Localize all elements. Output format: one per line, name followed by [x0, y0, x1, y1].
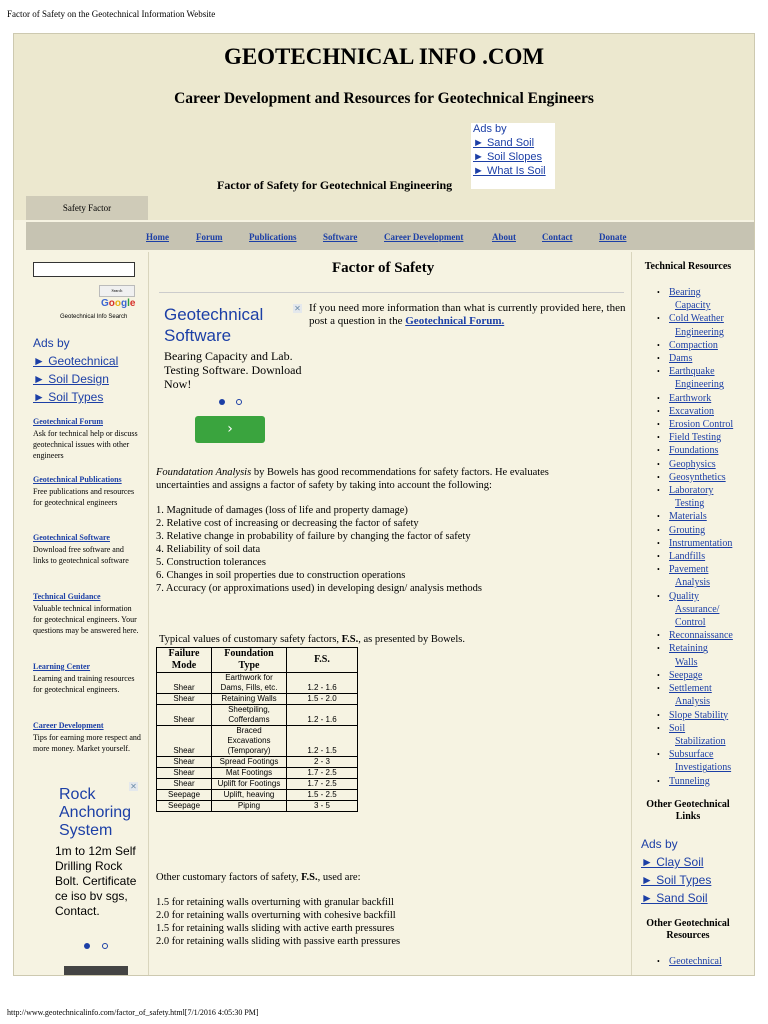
page-subtitle: Factor of Safety for Geotechnical Engineering — [217, 178, 453, 192]
list-item — [641, 524, 733, 537]
nav-software[interactable]: Software — [323, 232, 358, 242]
list-item — [641, 537, 733, 550]
resource-link-geotechnical[interactable]: Geotechnical — [669, 956, 722, 967]
resource-link-excavation[interactable]: • Excavation — [669, 405, 714, 417]
site-tagline: Career Development and Resources for Geotechnical Engineers — [174, 90, 594, 107]
list-item — [641, 458, 733, 471]
table-header-row — [157, 648, 358, 673]
resource-link-slope-stability[interactable]: • Slope Stability — [669, 709, 729, 721]
intro-book-title: Foundatation Analysis — [156, 467, 252, 478]
list-item — [641, 471, 733, 484]
sidebar-desc-publications: Free publications and resources for geotechnical engineers — [33, 487, 135, 507]
resource-link-retaining-walls[interactable]: • Retaining Walls — [669, 643, 708, 668]
list-item: 3. Relative change in probability of failure by changing the factor of safety — [156, 531, 471, 542]
close-icon[interactable]: ✕ — [294, 304, 301, 313]
header-fs: F.S. — [287, 648, 358, 673]
document-title: Factor of Safety on the Geotechnical Information Website — [7, 9, 216, 19]
sidebar-desc-software: Download free software and links to geotechnical software — [33, 545, 129, 565]
list-item — [641, 682, 733, 708]
resource-link-seepage[interactable]: • Seepage — [669, 669, 703, 681]
list-item — [641, 642, 733, 668]
page-container — [13, 33, 755, 976]
table-row: Seepage Piping 3 - 5 — [157, 801, 358, 812]
google-logo: Google — [101, 298, 136, 309]
list-item — [641, 775, 733, 788]
other-factors-list — [156, 896, 400, 948]
header-foundation-type: Foundation Type — [212, 648, 287, 673]
tab-safety-factor[interactable]: Safety Factor — [26, 196, 148, 220]
sidebar-link-learning-center[interactable]: Learning Center — [33, 662, 91, 671]
list-item — [641, 709, 733, 722]
resource-link-field-testing[interactable]: • Field Testing — [669, 432, 722, 444]
list-item — [641, 339, 733, 352]
title-divider — [159, 292, 624, 293]
factor-list — [156, 504, 482, 595]
table-row: Shear Uplift for Footings 1.7 - 2.5 — [157, 779, 358, 790]
resource-link-materials[interactable]: • Materials — [669, 511, 707, 523]
resource-link-erosion-control[interactable]: • Erosion Control — [669, 419, 734, 431]
resource-link-earthquake-engineering[interactable]: • Earthquake Engineering — [669, 366, 724, 391]
list-item — [641, 955, 722, 968]
ad-link-sand-soil[interactable]: ► Sand Soil — [473, 137, 535, 149]
list-item — [641, 418, 733, 431]
ad-button[interactable] — [64, 966, 128, 976]
right-ad-sand-soil[interactable]: ► Sand Soil — [641, 891, 708, 905]
list-item: 2. Relative cost of increasing or decreasing the factor of safety — [156, 518, 419, 529]
list-item — [641, 484, 733, 510]
table-row: Seepage Uplift, heaving 1.5 - 2.5 — [157, 790, 358, 801]
list-item — [641, 550, 733, 563]
right-ad-clay-soil[interactable]: ► Clay Soil — [641, 855, 704, 869]
right-ad-soil-types[interactable]: ► Soil Types — [641, 873, 712, 887]
list-item: 6. Changes in soil properties due to construction operations — [156, 570, 406, 581]
carousel-dot-active[interactable] — [84, 943, 90, 949]
resource-link-geosynthetics[interactable]: • Geosynthetics — [669, 471, 726, 483]
other-links-title: Other Geotechnical Links — [646, 799, 730, 822]
technical-resources-title: Technical Resources — [644, 261, 732, 272]
nav-contact[interactable]: Contact — [542, 232, 573, 242]
list-item — [641, 352, 733, 365]
list-item: 7. Accuracy (or approximations used) in developing design/ analysis methods — [156, 583, 483, 594]
header-ads-box — [471, 123, 555, 189]
sidebar-link-geotechnical-software[interactable]: Geotechnical Software — [33, 533, 110, 542]
software-ad-text: Bearing Capacity and Lab. Testing Software. Download Now! — [164, 349, 302, 391]
carousel-dot[interactable] — [236, 399, 242, 405]
close-icon[interactable]: ✕ — [130, 782, 137, 791]
forum-info-text: If you need more information than what is currently provided here, then post a question in the Geotechnical Forum. — [309, 302, 626, 327]
rock-ad-text: 1m to 12m Self Drilling Rock Bolt. Certificate ce iso bv sgs, Contact. — [55, 844, 137, 918]
list-item — [641, 748, 733, 774]
resource-link-soil-stabilization[interactable]: • Soil Stabilization — [669, 722, 726, 747]
header-failure-mode: Failure Mode — [157, 648, 212, 673]
other-factors-intro: Other customary factors of safety, F.S., used are: — [156, 872, 361, 883]
sidebar-link-geotechnical-publications[interactable]: Geotechnical Publications — [33, 475, 122, 484]
intro-paragraph: Foundatation Analysis by Bowels has good recommendations for safety factors. He evaluates uncertainties and assigns a factor of safety by taking into account the following: — [156, 467, 549, 491]
nav-bar — [26, 222, 754, 250]
other-resources-title: Other Geotechnical Resources — [646, 918, 730, 941]
nav-publications[interactable]: Publications — [249, 232, 297, 242]
list-item — [641, 444, 733, 457]
sidebar-desc-learning: Learning and training resources for geotechnical engineers. — [33, 674, 135, 694]
resource-link-landfills[interactable]: • Landfills — [669, 551, 706, 563]
table-row: Shear Earthwork for Dams, Fills, etc. 1.2 - 1.6 — [157, 673, 358, 694]
nav-donate[interactable]: Donate — [599, 232, 627, 242]
left-ad-soil-design[interactable]: ► Soil Design — [33, 372, 109, 386]
list-item: 5. Construction tolerances — [156, 557, 266, 568]
left-ads-label: Ads by — [33, 336, 70, 350]
sidebar-desc-forum: Ask for technical help or discuss geotechnical issues with other engineers — [33, 429, 138, 460]
resource-link-settlement-analysis[interactable]: • Settlement Analysis — [669, 683, 712, 708]
list-item — [641, 286, 733, 312]
right-column-divider — [631, 252, 632, 976]
resource-link-instrumentation[interactable]: • Instrumentation — [669, 537, 733, 549]
technical-resources-list — [641, 286, 733, 788]
search-input[interactable] — [33, 262, 135, 277]
list-item — [641, 405, 733, 418]
rock-ad-title[interactable]: Rock Anchoring System — [59, 786, 132, 839]
table-intro: Typical values of customary safety factors, F.S., as presented by Bowels. — [159, 634, 465, 645]
list-item: 1.5 for retaining walls overturning with granular backfill — [156, 897, 394, 908]
resource-link-grouting[interactable]: • Grouting — [669, 524, 706, 536]
list-item — [641, 510, 733, 523]
list-item — [641, 431, 733, 444]
table-row: Shear Spread Footings 2 - 3 — [157, 757, 358, 768]
list-item — [641, 590, 733, 630]
list-item — [641, 392, 733, 405]
google-search-caption: Geotechnical Info Search — [60, 314, 128, 320]
search-button[interactable]: Search — [99, 285, 135, 297]
resource-link-tunneling[interactable]: • Tunneling — [669, 775, 710, 787]
left-ad-geotechnical[interactable]: ► Geotechnical — [33, 354, 119, 368]
content-title: Factor of Safety — [332, 260, 435, 276]
safety-factor-table — [156, 647, 358, 812]
ads-label: Ads by — [473, 123, 507, 135]
resource-link-pavement-analysis[interactable]: • Pavement Analysis — [669, 564, 710, 589]
sidebar-link-technical-guidance[interactable]: Technical Guidance — [33, 592, 101, 601]
table-row: Shear Braced Excavations (Temporary) 1.2 - 1.5 — [157, 726, 358, 757]
list-item — [641, 563, 733, 589]
list-item — [641, 312, 733, 338]
software-ad-title[interactable]: Geotechnical Software — [164, 305, 264, 345]
ad-next-button[interactable]: › — [195, 416, 265, 443]
resource-link-bearing-capacity[interactable]: • Bearing Capacity — [669, 287, 711, 312]
nav-career-development[interactable]: Career Development — [384, 232, 464, 242]
sidebar-link-geotechnical-forum[interactable]: Geotechnical Forum — [33, 417, 103, 426]
left-ad-soil-types[interactable]: ► Soil Types — [33, 390, 104, 404]
geotechnical-forum-link[interactable]: Geotechnical Forum. — [405, 315, 505, 327]
ad-link-what-is-soil[interactable]: ► What Is Soil — [473, 165, 546, 177]
nav-forum[interactable]: Forum — [196, 232, 223, 242]
list-item — [641, 722, 733, 748]
resource-link-quality-assurance-control[interactable]: • Quality Assurance/ Control — [669, 590, 720, 629]
list-item — [641, 365, 733, 391]
other-resources-list — [641, 955, 722, 968]
nav-about[interactable]: About — [492, 232, 517, 242]
carousel-dot[interactable] — [102, 943, 108, 949]
site-title: GEOTECHNICAL INFO .COM — [223, 44, 545, 69]
list-item: 1. Magnitude of damages (loss of life and property damage) — [156, 505, 408, 516]
resource-link-compaction[interactable]: • Compaction — [669, 339, 718, 351]
footer-url: http://www.geotechnicalinfo.com/factor_of_safety.html[7/1/2016 4:05:30 PM] — [7, 1008, 259, 1017]
list-item — [641, 669, 733, 682]
carousel-dot-active[interactable] — [219, 399, 225, 405]
sidebar-desc-guidance: Valuable technical information for geotechnical engineers. Your questions may be answered here. — [33, 604, 139, 635]
resource-link-laboratory-testing[interactable]: • Laboratory Testing — [669, 485, 714, 510]
list-item: 2.0 for retaining walls overturning with cohesive backfill — [156, 910, 396, 921]
list-item — [641, 629, 733, 642]
table-row: Shear Sheetpiling, Cofferdams 1.2 - 1.6 — [157, 705, 358, 726]
right-ads-label: Ads by — [641, 837, 678, 851]
resource-link-reconnaissance[interactable]: • Reconnaissance — [669, 630, 733, 642]
table-row: Shear Mat Footings 1.7 - 2.5 — [157, 768, 358, 779]
ad-link-soil-slopes[interactable]: ► Soil Slopes — [473, 151, 542, 163]
resource-link-earthwork[interactable]: • Earthwork — [669, 392, 712, 404]
nav-home[interactable]: Home — [146, 232, 169, 242]
left-column-divider — [148, 252, 149, 976]
table-row: Shear Retaining Walls 1.5 - 2.0 — [157, 694, 358, 705]
resource-link-cold-weather-engineering[interactable]: • Cold Weather Engineering — [669, 313, 724, 338]
resource-link-foundations[interactable]: • Foundations — [669, 445, 719, 457]
resource-link-dams[interactable]: • Dams — [669, 353, 693, 365]
list-item: 1.5 for retaining walls sliding with active earth pressures — [156, 923, 395, 934]
list-item: 2.0 for retaining walls sliding with passive earth pressures — [156, 936, 401, 947]
list-item: 4. Reliability of soil data — [156, 544, 261, 555]
resource-link-geophysics[interactable]: • Geophysics — [669, 458, 716, 470]
resource-link-subsurface-investigations[interactable]: • Subsurface Investigations — [669, 749, 732, 774]
site-header — [14, 34, 754, 220]
sidebar-desc-career: Tips for earning more respect and more money. Market yourself. — [33, 733, 141, 753]
sidebar-link-career-development[interactable]: Career Development — [33, 721, 104, 730]
